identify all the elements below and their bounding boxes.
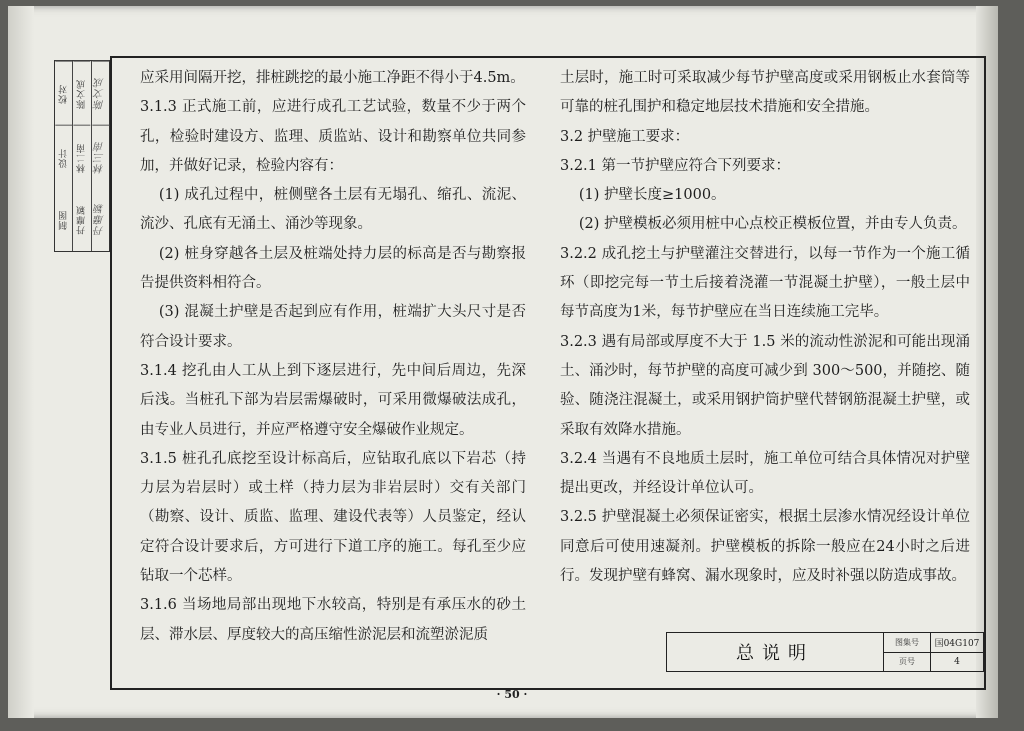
paragraph: 3.1.5 桩孔孔底挖至设计标高后，应钻取孔底以下岩芯（持力层为岩层时）或土样（持力层为非岩层时）交有关部门（勘察、设计、质监、监理、建设代表等）人员鉴定，经认定符合设计要求后，方可进行下道工序的施工。每孔至少应钻取一个芯样。 — [140, 450, 526, 585]
paragraph: (3) 混凝土护壁是否起到应有作用，桩端扩大头尺寸是否符合设计要求。 — [140, 304, 526, 350]
approval-labels — [55, 61, 73, 251]
approval-name: 林二南 — [73, 125, 90, 189]
paragraph: (2) 桩身穿越各土层及桩端处持力层的标高是否与勘察报告提供资料相符合。 — [140, 245, 526, 292]
approval-label: 校对 — [55, 61, 72, 125]
approval-name: 丹靡颖 — [77, 204, 88, 235]
title-block — [666, 632, 984, 672]
paragraph: 土层时，施工时可采取减少每节护壁高度或采用钢板止水套筒等可靠的桩孔围护和稳定地层技术措施和安全措施。 — [560, 70, 970, 116]
approval-signatures — [92, 61, 109, 251]
paragraph: 3.2 护壁施工要求： — [560, 128, 690, 145]
paragraph: 3.2.1 第一节护壁应符合下列要求： — [560, 157, 791, 174]
title-block-meta — [884, 633, 983, 671]
paragraph: 3.2.3 遇有局部或厚度不大于 1.5 米的流动性淤泥和可能出现涌土、涌沙时，每节护壁的高度可减少到 300～500，并随挖、随验、随浇注混凝土，或采用钢护筒护壁代替钢筋混凝土护壁，或采取有效降水措施。 — [560, 333, 970, 438]
approval-label: 设计 — [55, 125, 72, 189]
signature: 陈文成 — [92, 61, 109, 125]
paragraph: (2) 护壁模板必须用桩中心点校正模板位置，并由专人负责。 — [578, 216, 967, 233]
drawing-title: 总说明 — [667, 633, 884, 671]
signature: 丹靡颖 — [94, 203, 106, 237]
paragraph: (1) 成孔过程中，桩侧壁各土层有无塌孔、缩孔、流泥、流沙、孔底有无涌土、涌沙等现象。 — [140, 187, 526, 233]
paragraph: 3.1.6 当场地局部出现地下水较高，特别是有承压水的砂土层、滞水层、厚度较大的高压缩性淤泥层和流塑淤泥质 — [140, 597, 526, 643]
paragraph: (1) 护壁长度≥1000。 — [578, 187, 726, 204]
binding-gutter — [8, 6, 34, 718]
approval-name: 陈文成 — [73, 61, 90, 125]
page-number: · 50 · — [496, 688, 528, 701]
atlas-label: 图集号 — [884, 633, 931, 652]
paragraph: 应采用间隔开挖，排桩跳挖的最小施工净距不得小于4.5m。 — [140, 70, 525, 86]
approval-sidebar — [54, 60, 110, 252]
paragraph: 3.2.5 护壁混凝土必须保证密实，根据土层渗水情况经设计单位同意后可使用速凝剂。护壁模板的拆除一般应在24小时之后进行。发现护壁有蜂窝、漏水现象时，应及时补强以防造成事故。 — [560, 509, 970, 585]
paragraph: 3.2.2 成孔挖土与护壁灌注交替进行，以每一节作为一个施工循环（即挖完每一节土后接着浇灌一节混凝土护壁），一般土层中每节高度为1米，每节护壁应在当日连续施工完毕。 — [560, 245, 970, 321]
atlas-row — [884, 633, 983, 653]
right-text-column — [560, 64, 970, 591]
page-label: 页号 — [884, 653, 931, 672]
approval-names — [73, 61, 91, 251]
left-text-column — [140, 64, 526, 650]
atlas-value: 国04G107 — [934, 638, 980, 649]
paragraph: 3.1.4 挖孔由人工从上到下逐层进行，先中间后周边，先深后浅。当桩孔下部为岩层需爆破时，可采用微爆破法成孔，由专业人员进行，并应严格遵守安全爆破作业规定。 — [140, 362, 526, 438]
page-value: 4 — [954, 656, 960, 667]
paragraph: 3.1.3 正式施工前，应进行成孔工艺试验，数量不少于两个孔，检验时建设方、监理、质监站、设计和勘察单位共同参加，并做好记录，检验内容有： — [140, 99, 526, 174]
approval-label: 制图 — [59, 209, 70, 230]
paragraph: 3.2.4 当遇有不良地质土层时，施工单位可结合具体情况对护壁提出更改，并经设计单位认可。 — [560, 450, 970, 497]
page-row — [884, 653, 983, 672]
signature: 林三南 — [92, 125, 109, 189]
